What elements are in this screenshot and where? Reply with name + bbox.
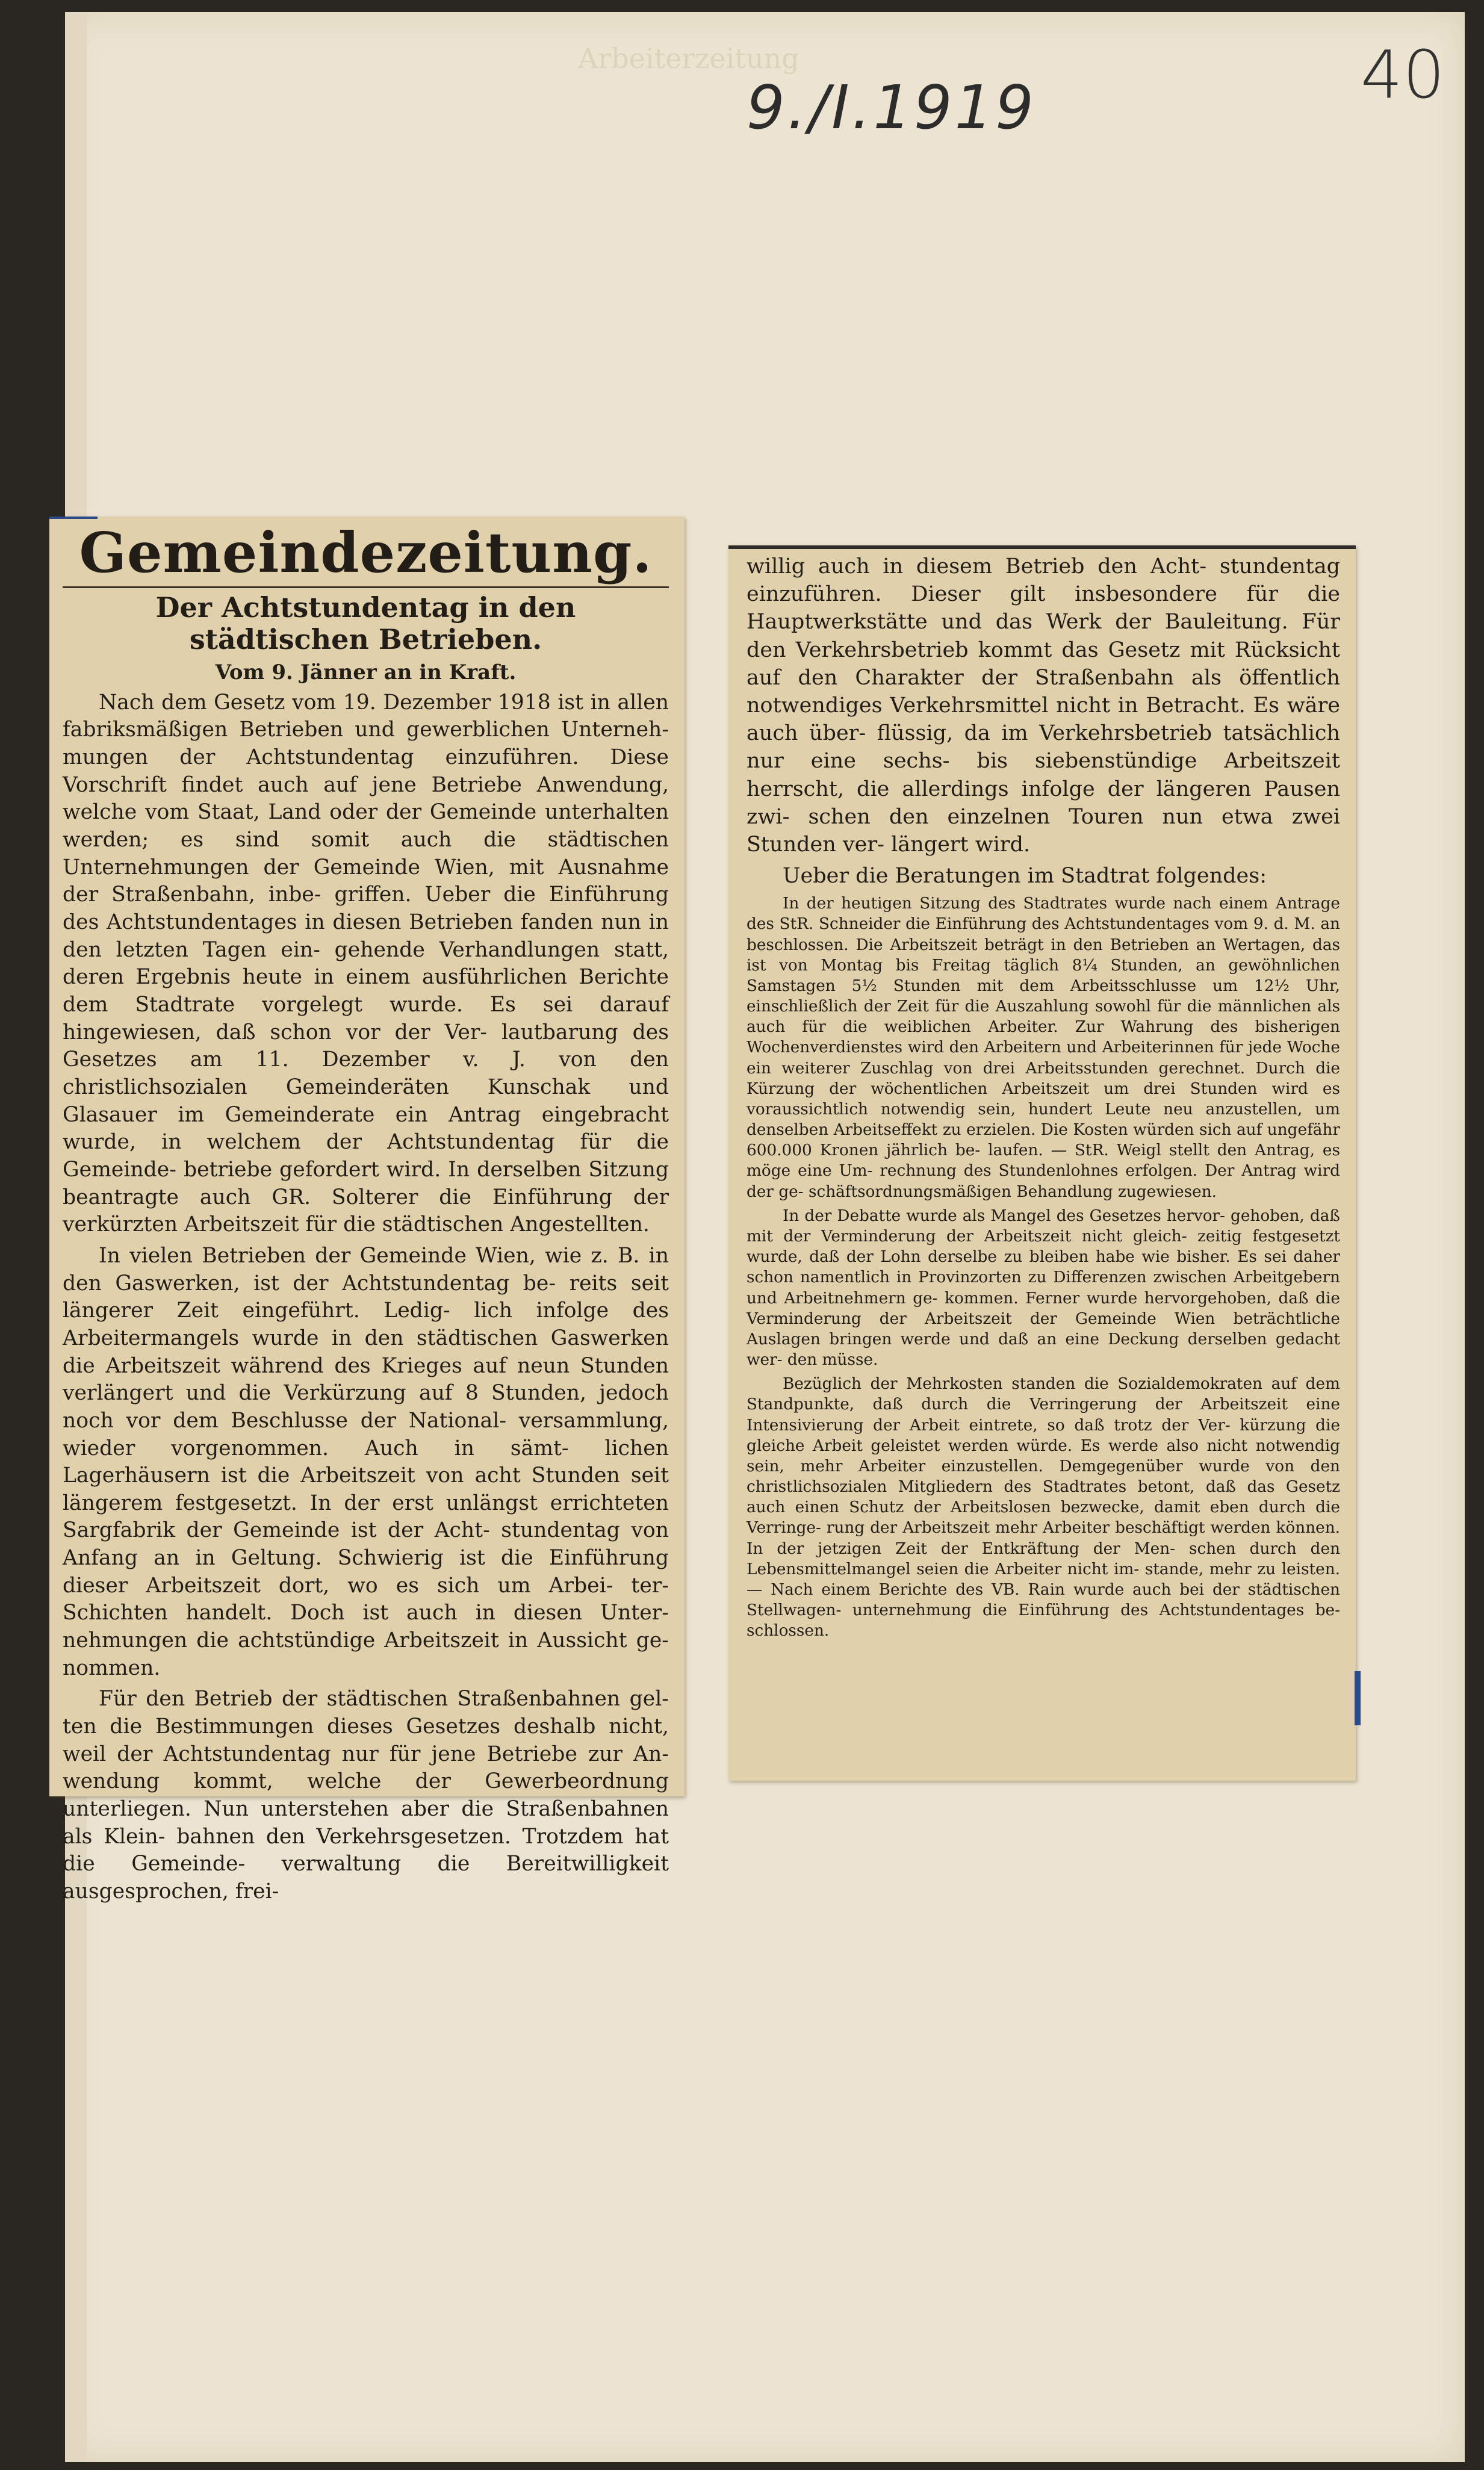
- article-paragraph: In vielen Betrieben der Gemeinde Wien, wie z. B. in den Gaswerken, ist der Achtstundentag be- reits seit längerer Zeit eingeführt. Ledig- lich infolge des Arbeitermangels wurde in den städtischen Gaswerken die Arbeitszeit während des Krieges auf neun Stunden verlängert und die Verkürzung auf 8 Stunden, jedoch noch vor dem Beschlusse der National- versammlung, wieder vorgenommen. Auch in sämt- lichen Lagerhäusern ist die Arbeitszeit von acht Stunden seit längerem festgesetzt. In der erst unlängst errichteten Sargfabrik der Gemeinde ist der Acht- stundentag von Anfang an in Geltung. Schwierig ist die Einführung dieser Arbeitszeit dort, wo es sich um Arbei- ter-Schichten handelt. Doch ist auch in diesen Unter- nehmungen die achtstündige Arbeitszeit in Aussicht ge- nommen.: [63, 1243, 669, 1680]
- faint-stamp: Arbeiterzeitung: [578, 42, 799, 75]
- clip-marker: [1355, 1671, 1361, 1725]
- clipping-column-2: [728, 545, 1356, 1781]
- article-paragraph: willig auch in diesem Betrieb den Acht- stundentag einzuführen. Dieser gilt insbesondere für die Hauptwerkstätte und das Werk der Bauleitung. Für den Verkehrsbetrieb kommt das Gesetz mit Rücksicht auf den Charakter der Straßenbahn als öffentlich notwendiges Verkehrsmittel nicht in Betracht. Es wäre auch über- flüssig, da im Verkehrsbetrieb tatsächlich nur eine sechs- bis siebenstündige Arbeitszeit herrscht, die allerdings infolge der längeren Pausen zwi- schen den einzelnen Touren nun etwa zwei Stunden ver- längert wird.: [747, 554, 1340, 857]
- masthead: Gemeindezeitung.: [63, 520, 669, 588]
- article-paragraph: Bezüglich der Mehrkosten standen die Sozialdemokraten auf dem Standpunkte, daß durch die Verringerung der Arbeitszeit eine Intensivierung der Arbeit eintrete, so daß trotz der Ver- kürzung die gleiche Arbeit geleistet werden würde. Es werde also nicht notwendig sein, mehr Arbeiter einzustellen. Demgegenüber wurde von den christlichsozialen Mitgliedern des Stadtrates betont, daß das Gesetz auch einen Schutz der Arbeitslosen bezwecke, damit eben durch die Verringe- rung der Arbeitszeit mehr Arbeiter beschäftigt werden können. In der jetzigen Zeit der Entkräftung der Men- schen durch den Lebensmittelmangel seien die Arbeiter nicht im- stande, mehr zu leisten. — Nach einem Berichte des VB. Rain wurde auch bei der städtischen Stellwagen- unternehmung die Einführung des Achtstundentages be- schlossen.: [747, 1375, 1340, 1640]
- handwritten-page-number: 40: [1361, 36, 1445, 113]
- article-paragraph: In der heutigen Sitzung des Stadtrates wurde nach einem Antrage des StR. Schneider die Einführung des Achtstundentages vom 9. d. M. an beschlossen. Die Arbeitszeit beträgt in den Betrieben an Wertagen, das ist von Montag bis Freitag täglich 8¼ Stunden, an gewöhnlichen Samstagen 5½ Stunden mit dem Arbeitsschlusse um 12½ Uhr, einschließlich der Zeit für die Auszahlung sowohl für die männlichen als auch für die weiblichen Arbeiter. Zur Wahrung des bisherigen Wochenverdienstes wird den Arbeitern und Arbeiterinnen für jede Woche ein weiterer Zuschlag von drei Arbeitsstunden gerechnet. Durch die Kürzung der wöchentlichen Arbeitszeit um drei Stunden wird es voraussichtlich notwendig sein, hundert Leute neu anzustellen, um denselben Arbeitseffekt zu erzielen. Die Kosten würden sich auf ungefähr 600.000 Kronen jährlich be- laufen. — StR. Weigl stellt den Antrag, es möge eine Um- rechnung des Stundenlohnes erfolgen. Der Antrag wird der ge- schäftsordnungsmäßigen Behandlung zugewiesen.: [747, 895, 1340, 1201]
- article-paragraph: Nach dem Gesetz vom 19. Dezember 1918 ist in allen fabriksmäßigen Betrieben und gewerblichen Unterneh- mungen der Achtstundentag einzuführen. Diese Vorschrift findet auch auf jene Betriebe Anwendung, welche vom Staat, Land oder der Gemeinde unterhalten werden; es sind somit auch die städtischen Unternehmungen der Gemeinde Wien, mit Ausnahme der Straßenbahn, inbe- griffen. Ueber die Einführung des Achtstundentages in diesen Betrieben fanden nun in den letzten Tagen ein- gehende Verhandlungen statt, deren Ergebnis heute in einem ausführlichen Berichte dem Stadtrate vorgelegt wurde. Es sei darauf hingewiesen, daß schon vor der Ver- lautbarung des Gesetzes am 11. Dezember v. J. von den christlichsozialen Gemeinderäten Kunschak und Glasauer im Gemeinderate ein Antrag eingebracht wurde, in welchem der Achtstundentag für die Gemeinde- betriebe gefordert wird. In derselben Sitzung beantragte auch GR. Solterer die Einführung der verkürzten Arbeitszeit für die städtischen Angestellten.: [63, 690, 669, 1237]
- article-subhead: Vom 9. Jänner an in Kraft.: [215, 660, 517, 684]
- article-paragraph: Ueber die Beratungen im Stadtrat folgendes:: [783, 864, 1267, 889]
- clipping-column-1: [49, 517, 685, 1904]
- clip-rule: [728, 545, 1356, 549]
- article-paragraph: In der Debatte wurde als Mangel des Gesetzes hervor- gehoben, daß mit der Verminderung der Arbeitszeit nicht gleich- zeitig festgesetzt wurde, daß der Lohn derselbe zu bleiben habe wie bisher. Es sei daher schon namentlich in Provinzorten zu Differenzen zwischen Arbeitgebern und Arbeitnehmern ge- kommen. Ferner wurde hervorgehoben, daß die Verminderung der Arbeitszeit der Gemeinde Wien beträchtliche Auslagen bringen werde und daß an eine Deckung derselben gedacht wer- den müsse.: [747, 1206, 1340, 1370]
- article-paragraph: Für den Betrieb der städtischen Straßenbahnen gel- ten die Bestimmungen dieses Gesetzes deshalb nicht, weil der Achtstundentag nur für jene Betriebe zur An- wendung kommt, welche der Gewerbeordnung unterliegen. Nun unterstehen aber die Straßenbahnen als Klein- bahnen den Verkehrsgesetzen. Trotzdem hat die Gemeinde- verwaltung die Bereitwilligkeit ausgesprochen, frei-: [63, 1687, 669, 1904]
- article-headline: Der Achtstundentag in den städtischen Betrieben.: [155, 591, 576, 656]
- handwritten-date: 9./I.1919: [747, 72, 1036, 143]
- clip-marker: [49, 517, 98, 519]
